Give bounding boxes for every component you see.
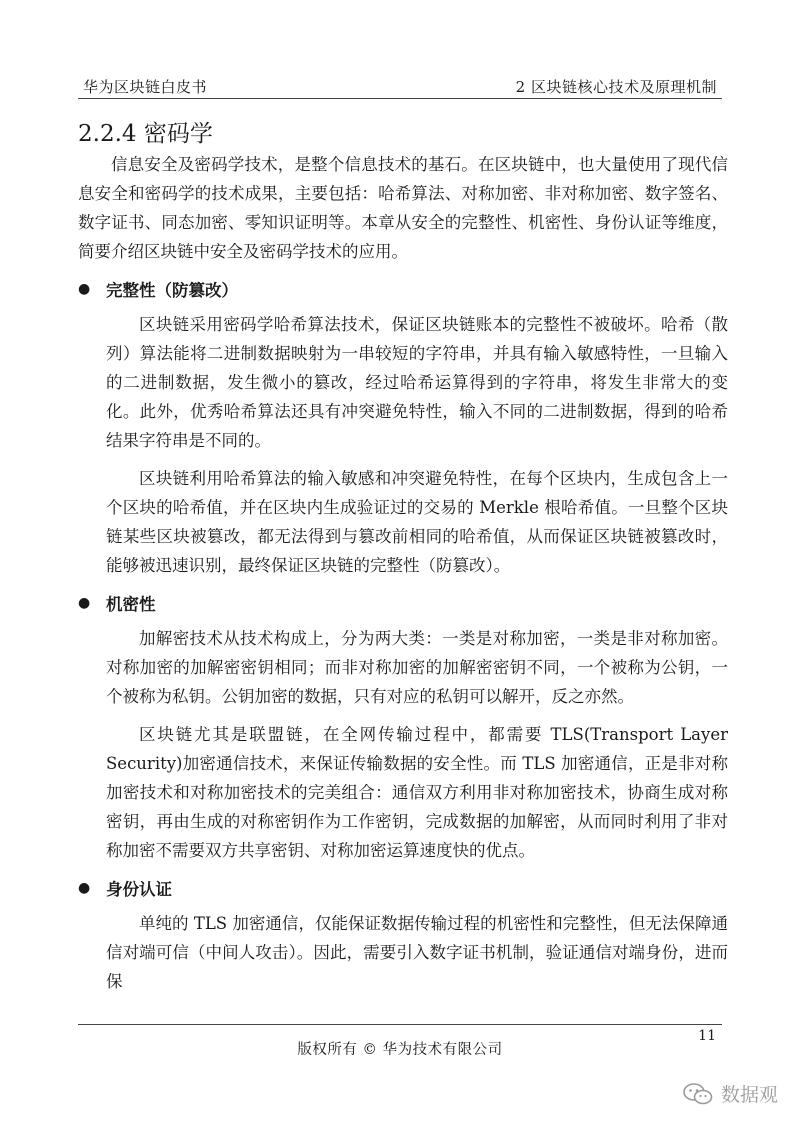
header-chapter-title: 2 区块链核心技术及原理机制 [515,78,717,96]
intro-paragraph: 信息安全及密码学技术，是整个信息技术的基石。在区块链中，也大量使用了现代信息安全和密码学的技术成果，主要包括：哈希算法、对称加密、非对称加密、数字签名、数字证书、同态加密、零知识证明等。本章从安全的完整性、机密性、身份认证等维度，简要介绍区块链中安全及密码学技术的应用。 [78,155,728,261]
body-paragraph: 区块链尤其是联盟链，在全网传输过程中，都需要 TLS(Transport Layer Security)加密通信技术，来保证传输数据的安全性。而 TLS 加密通信，正是非对称加密技术和对称加密技术的完美组合：通信双方利用非对称加密技术，协商生成对称密钥，再由生成的对称密钥作为工作密钥，完成数据的加解密，从而同时利用了非对称加密不需要双方共享密钥、对称加密运算速度快的优点。 [106,725,728,860]
body-paragraph: 区块链利用哈希算法的输入敏感和冲突避免特性，在每个区块内，生成包含上一个区块的哈希值，并在区块内生成验证过的交易的 Merkle 根哈希值。一旦整个区块链某些区块被篡改，都无法得到与篡改前相同的哈希值，从而保证区块链被篡改时，能够被迅速识别，最终保证区块链的完整性（防篡改）。 [106,469,728,575]
bullet-heading: 机密性 [106,595,156,614]
footer-divider [78,1024,722,1025]
bullet-icon: ● [78,880,91,896]
bullet-confidentiality [78,588,728,618]
bullet-icon: ● [78,595,91,611]
watermark [683,1080,778,1107]
wechat-icon [683,1082,713,1106]
document-body [78,150,728,996]
section-title: 2.2.4 密码学 [78,121,213,147]
bullet-integrity [78,274,728,304]
copyright-notice: 版权所有 © 华为技术有限公司 [297,1042,503,1058]
body-paragraph: 区块链采用密码学哈希算法技术，保证区块链账本的完整性不被破坏。哈希（散列）算法能将二进制数据映射为一串较短的字符串，并具有输入敏感特性，一旦输入的二进制数据，发生微小的篡改，经过哈希运算得到的字符串，将发生非常大的变化。此外，优秀哈希算法还具有冲突避免特性，输入不同的二进制数据，得到的哈希结果字符串是不同的。 [106,315,728,450]
bullet-heading: 身份认证 [106,880,172,899]
bullet-heading: 完整性（防篡改） [106,281,238,300]
body-paragraph: 加解密技术从技术构成上，分为两大类：一类是对称加密，一类是非对称加密。对称加密的加解密密钥相同；而非对称加密的加解密密钥不同，一个被称为公钥，一个被称为私钥。公钥加密的数据，只有对应的私钥可以解开，反之亦然。 [106,629,728,706]
bullet-authentication [78,873,728,903]
watermark-text: 数据观 [720,1084,778,1106]
body-paragraph: 单纯的 TLS 加密通信，仅能保证数据传输过程的机密性和完整性，但无法保障通信对端可信（中间人攻击）。因此，需要引入数字证书机制，验证通信对端身份，进而保 [106,914,728,991]
header-doc-title: 华为区块链白皮书 [83,78,208,96]
header-divider [78,98,722,99]
page-number: 11 [698,1028,716,1044]
bullet-icon: ● [78,281,91,297]
